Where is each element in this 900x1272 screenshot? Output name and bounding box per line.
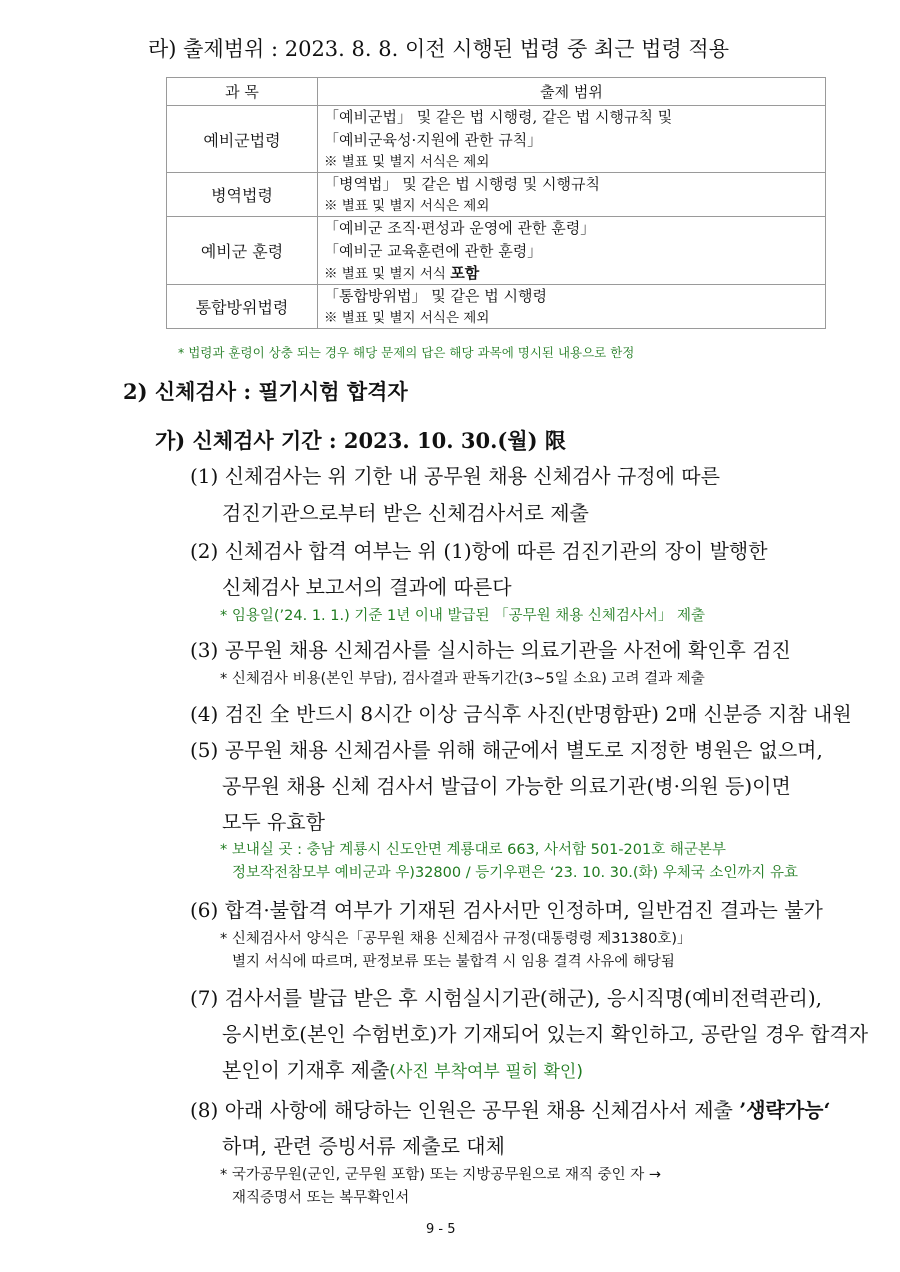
item-8-line-2: 하며, 관련 증빙서류 제출로 대체 [222,1134,505,1158]
item-7-line-3: 본인이 기재후 제출(사진 부착여부 필히 확인) [222,1058,583,1082]
scope-cell [318,106,826,173]
item-6-note-line-1: * 신체검사서 양식은「공무원 채용 신체검사 규정(대통령령 제31380호)」 [220,931,692,947]
scope-note: ※ 별표 및 별지 서식 포함 [324,264,480,282]
table-footnote: * 법령과 훈령이 상충 되는 경우 해당 문제의 답은 해당 과목에 명시된 내용으로 한정 [178,345,635,360]
header-scope: 출제 범위 [318,78,826,106]
scope-note-bold: 포함 [450,264,480,282]
item-8-bold: ’생략가능‘ [739,1098,831,1122]
item-3-note: * 신체검사 비용(본인 부담), 검사결과 판독기간(3~5일 소요) 고려 결과 제출 [220,671,705,687]
table-row [167,285,826,329]
table-row [167,106,826,173]
item-6-note-line-2: 별지 서식에 따르며, 판정보류 또는 불합격 시 임용 결격 사유에 해당됨 [232,954,675,970]
scope-note: ※ 별표 및 별지 서식은 제외 [324,310,490,326]
subject-cell: 통합방위법령 [167,285,318,329]
table-row [167,217,826,285]
scope-note: ※ 별표 및 별지 서식은 제외 [324,154,490,170]
scope-line: 「예비군 조직·편성과 운영에 관한 훈령」 [324,219,596,237]
scope-cell [318,173,826,217]
item-1-line-1: (1) 신체검사는 위 기한 내 공무원 채용 신체검사 규정에 따른 [190,464,720,488]
scope-line: 「예비군법」 및 같은 법 시행령, 같은 법 시행규칙 및 [324,108,673,126]
item-2-line-2: 신체검사 보고서의 결과에 따른다 [222,575,512,599]
section-2-title: 2) 신체검사 : 필기시험 합격자 [123,379,408,404]
section-ra-title: 라) 출제범위 : 2023. 8. 8. 이전 시행된 법령 중 최근 법령 적용 [148,37,729,61]
header-subject: 과 목 [167,78,318,106]
item-1-line-2: 검진기관으로부터 받은 신체검사서로 제출 [222,501,589,525]
subject-cell: 예비군 훈령 [167,217,318,285]
item-3-line: (3) 공무원 채용 신체검사를 실시하는 의료기관을 사전에 확인후 검진 [190,638,791,662]
subject-cell: 예비군법령 [167,106,318,173]
scope-note: ※ 별표 및 별지 서식은 제외 [324,198,490,214]
item-5-line-1: (5) 공무원 채용 신체검사를 위해 해군에서 별도로 지정한 병원은 없으며, [190,738,823,762]
item-5-line-2: 공무원 채용 신체 검사서 발급이 가능한 의료기관(병·의원 등)이면 [222,774,791,798]
item-5-note-line-2: 정보작전참모부 예비군과 우)32800 / 등기우편은 ‘23. 10. 30.(화) 우체국 소인까지 유효 [232,865,799,881]
scope-line: 「통합방위법」 및 같은 법 시행령 [324,287,547,305]
item-4-line: (4) 검진 全 반드시 8시간 이상 금식후 사진(반명함판) 2매 신분증 지참 내원 [190,702,852,726]
table-header-row [167,78,826,106]
scope-line: 「예비군육성·지원에 관한 규칙」 [324,131,543,149]
item-6-line: (6) 합격·불합격 여부가 기재된 검사서만 인정하며, 일반검진 결과는 불가 [190,898,823,922]
item-8-note-line-2: 재직증명서 또는 복무확인서 [232,1190,410,1206]
item-8-line-1: (8) 아래 사항에 해당하는 인원은 공무원 채용 신체검사서 제출 ’생략가능‘ [190,1098,831,1122]
item-2-note: * 임용일(’24. 1. 1.) 기준 1년 이내 발급된 「공무원 채용 신체검사서」 제출 [220,608,705,624]
section-ga-title: 가) 신체검사 기간 : 2023. 10. 30.(월) 限 [155,428,566,453]
subject-cell: 병역법령 [167,173,318,217]
item-7-line-1: (7) 검사서를 발급 받은 후 시험실시기관(해군), 응시직명(예비전력관리), [190,986,823,1010]
scope-line: 「병역법」 및 같은 법 시행령 및 시행규칙 [324,175,600,193]
page-number: 9 - 5 [426,1222,456,1237]
table-row [167,173,826,217]
scope-cell [318,285,826,329]
item-7-green-note: (사진 부착여부 필히 확인) [389,1062,583,1082]
item-8-note-line-1: * 국가공무원(군인, 군무원 포함) 또는 지방공무원으로 재직 중인 자 → [220,1167,661,1183]
scope-line: 「예비군 교육훈련에 관한 훈령」 [324,242,543,260]
exam-scope-table [166,77,826,329]
item-7-line-2: 응시번호(본인 수험번호)가 기재되어 있는지 확인하고, 공란일 경우 합격자 [222,1022,869,1046]
item-5-line-3: 모두 유효함 [222,810,325,834]
scope-cell [318,217,826,285]
item-5-note-line-1: * 보내실 곳 : 충남 계룡시 신도안면 계룡대로 663, 사서함 501-201호 해군본부 [220,842,726,858]
item-2-line-1: (2) 신체검사 합격 여부는 위 (1)항에 따른 검진기관의 장이 발행한 [190,539,768,563]
